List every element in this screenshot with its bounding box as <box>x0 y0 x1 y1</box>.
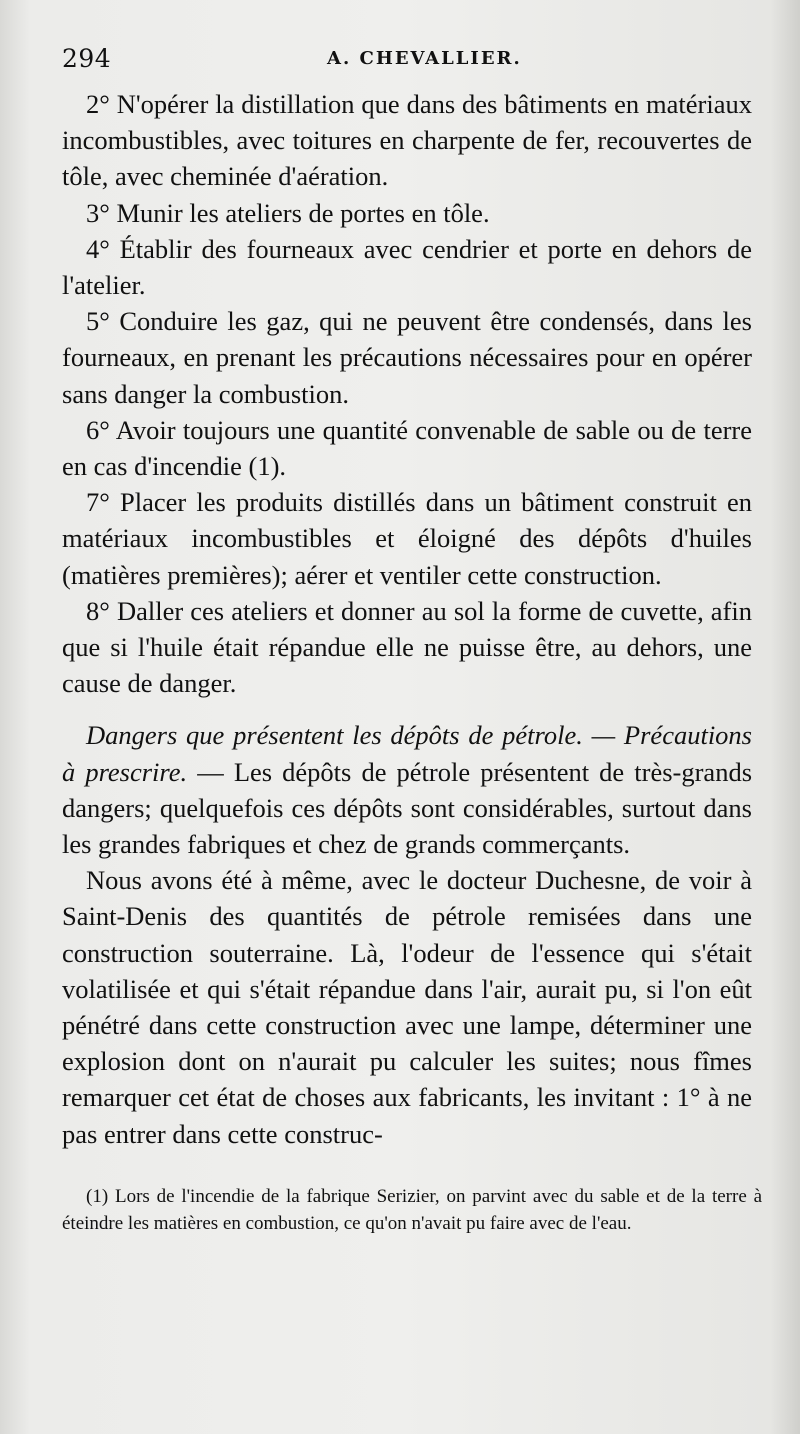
footnote: (1) Lors de l'incendie de la fabrique Serizier, on parvint avec du sable et de la terre à éteindre les matières en combustion, ce qu'on n'avait pu faire avec de l'eau. <box>62 1186 762 1234</box>
body-text <box>62 86 752 1152</box>
page-header <box>62 44 752 78</box>
page-number: 294 <box>62 44 112 73</box>
list-item-2: 2° N'opérer la distillation que dans des bâtiments en matériaux incombustibles, avec toitures en charpente de fer, recouvertes de tôle, avec cheminée d'aération. <box>62 89 752 192</box>
list-item-8: 8° Daller ces ateliers et donner au sol la forme de cuvette, afin que si l'huile était répandue elle ne puisse être, au dehors, une cause de danger. <box>62 595 752 699</box>
list-item-3: 3° Munir les ateliers de portes en tôle. <box>86 197 490 228</box>
footnotes <box>62 1184 762 1237</box>
section-paragraph <box>62 717 752 862</box>
section-title: Dangers que présentent les dépôts de pétrole. — Précautions à prescrire. <box>62 720 752 787</box>
list-item-5: 5° Conduire les gaz, qui ne peuvent être condensés, dans les fourneaux, en prenant les précautions nécessaires pour en opérer sans danger la combustion. <box>62 306 752 409</box>
running-head: A. CHEVALLIER. <box>327 48 522 69</box>
section-text: — Les dépôts de pétrole présentent de très-grands dangers; quelquefois ces dépôts sont considérables, surtout dans les grandes fabriques et chez de grands commerçants. <box>62 756 753 860</box>
body-paragraph: Nous avons été à même, avec le docteur Duchesne, de voir à Saint-Denis des quantités de pétrole remisées dans une construction souterraine. Là, l'odeur de l'essence qui s'était volatilisée et qui s'était répandue dans l'air, aurait pu, si l'on eût pénétré dans cette construction avec une lampe, déterminer une explosion dont on n'aurait pu calculer les suites; nous fîmes remarquer cet état de choses aux fabricants, les invitant : 1° à ne pas entrer dans cette construc- <box>62 865 752 1149</box>
list-item-6: 6° Avoir toujours une quantité convenable de sable ou de terre en cas d'incendie (1). <box>62 414 752 482</box>
list-item-7: 7° Placer les produits distillés dans un bâtiment construit en matériaux incombustibles et éloigné des dépôts d'huiles (matières premières); aérer et ventiler cette construction. <box>62 487 752 590</box>
list-item-4: 4° Établir des fourneaux avec cendrier et porte en dehors de l'atelier. <box>62 233 752 301</box>
